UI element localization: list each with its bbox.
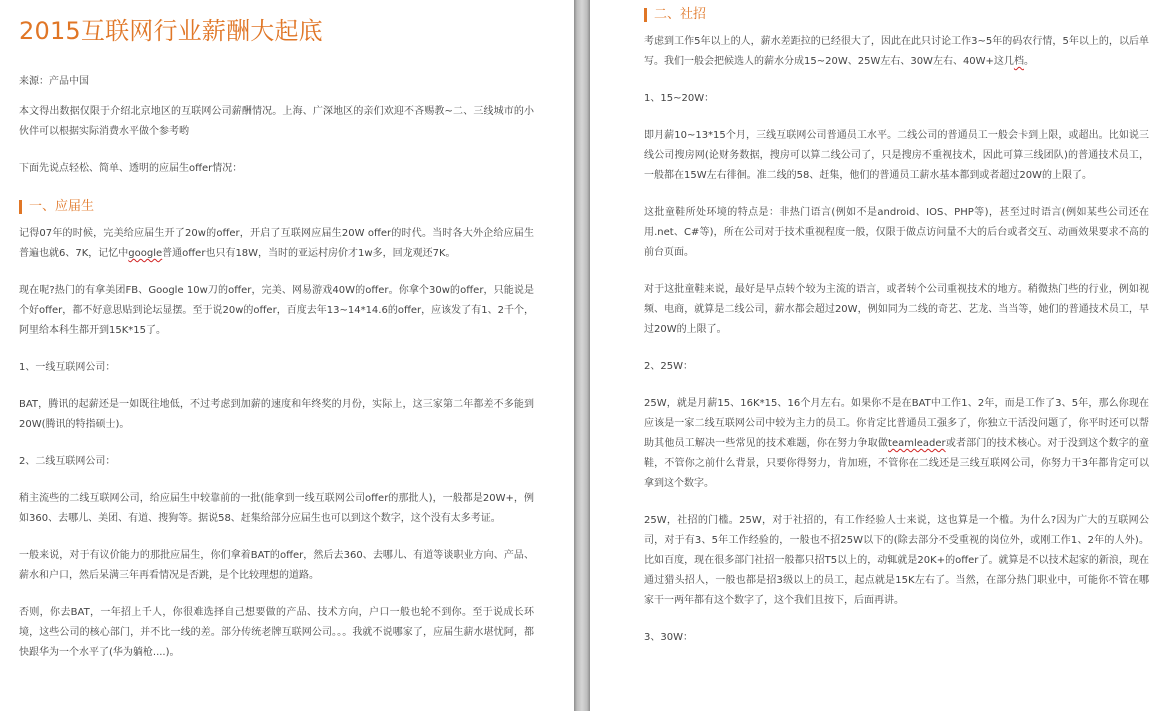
range-15-20w-paragraph-3: 对于这批童鞋来说，最好是早点转个较为主流的语言，或者转个公司重视技术的地方。稍微热门些的行业，例如视频、电商，就算是二线公司，薪水都会超过20W，例如同为二线的奇艺、艺龙、当当等，她们的普通技术员工，早过20W的上限了。	[644, 284, 1149, 335]
subheading-tier2: 2、二线互联网公司：	[19, 456, 116, 467]
lead-paragraph: 下面先说点轻松、简单、透明的应届生offer情况：	[19, 163, 243, 174]
spellcheck-word: 档	[1013, 56, 1024, 67]
text-run: 记得07年的时候，完美给应届生开了20w的offer，开启了互联网应届生20W offer的时代。当时各大外企给应届生普遍也就6、7K，记忆中	[19, 228, 534, 259]
spellcheck-word: google	[128, 248, 163, 259]
social-hire-intro	[644, 32, 1149, 72]
spellcheck-word: teamleader	[888, 438, 946, 449]
subheading-tier1: 1、一线互联网公司：	[19, 362, 116, 373]
right-page	[590, 0, 1153, 711]
section-heading-graduates: 一、应届生	[19, 196, 534, 218]
tier2-paragraph-1: 稍主流些的二线互联网公司，给应届生中较靠前的一批(能拿到一线互联网公司offer的那批人)，一般都是20W+，例如360、去哪儿、美团、有道、搜狗等。据说58、赶集给部分应届生也可以到这个数字，这个没有太多考证。	[19, 493, 534, 524]
range-25w-paragraph-2: 25W，社招的门槛。25W，对于社招的，有工作经验人士来说，这也算是一个槛。为什么?因为广大的互联网公司，对于有3、5年工作经验的，一般也不招25W以下的(除去部分不受重视的岗位外，或刚工作1、2年的人外)。比如百度，现在很多部门社招一般都只招T5以上的，动辄就是20K+的offer了。就算是不以技术起家的新浪，现在通过猎头招人，一般也都是招3级以上的员工，起点就是15K左右了。当然，在部分热门职业中，可能你不管在哪家干一两年都有这个数字了，这个我们且按下，后面再讲。	[644, 515, 1149, 606]
document-title: 2015互联网行业薪酬大起底	[19, 17, 323, 45]
text-run: 考虑到工作5年以上的人，薪水差距拉的已经很大了，因此在此只讨论工作3~5年的码农行情，5年以上的，以后单写。我们一般会把候选人的薪水分成15~20W、25W左右、30W左右、40W+这几	[644, 36, 1149, 67]
range-25w-paragraph-1	[644, 394, 1149, 494]
source-line: 来源：产品中国	[19, 76, 89, 87]
tier2-paragraph-3: 否则，你去BAT，一年招上千人，你很难选择自己想要做的产品、技术方向，户口一般也轮不到你。至于说成长环境，这些公司的核心部门，并不比一线的差。部分传统老牌互联网公司。。。我就不说哪家了，应届生薪水堪忧阿，都快跟华为一个水平了(华为躺枪....)。	[19, 607, 534, 658]
intro-paragraph: 本文得出数据仅限于介绍北京地区的互联网公司薪酬情况。上海、广深地区的亲们欢迎不吝赐教~二、三线城市的小伙伴可以根据实际消费水平做个参考哟	[19, 106, 534, 137]
range-15-20w-paragraph-1: 即月薪10~13*15个月，三线互联网公司普通员工水平。二线公司的普通员工一般会卡到上限，或超出。比如说三线公司搜房网(论财务数据，搜房可以算二线公司了，只是搜房不重视技术，因此可算三线团队)的普通技术员工，一般都在15W左右徘徊。准二线的58、赶集，他们的普通员工薪水基本都到或者超过20W的上限了。	[644, 130, 1149, 181]
graduates-paragraph-2: 现在呢?热门的有拿美团FB、Google 10w刀的offer，完美、网易游戏40W的offer。你拿个30w的offer，只能说是个好offer，都不好意思贴到论坛显摆。至于说20w的offer，百度去年13~14*14.6的offer，应该发了有1、2千个，阿里给本科生都开到15K*15了。	[19, 285, 534, 336]
text-run: 普通offer也只有18W，当时的亚运村房价才1w多，回龙观还7K。	[162, 248, 456, 259]
graduates-paragraph-1	[19, 224, 534, 264]
tier1-paragraph: BAT，腾讯的起薪还是一如既往地低，不过考虑到加薪的速度和年终奖的月份，实际上，这三家第二年都差不多能到20W(腾讯的特指硕士)。	[19, 399, 534, 430]
text-run: 或者部门的技术核心。对于没到这个数字的童鞋，不管你之前什么背景，只要你得努力，肯加班，不管你在二线还是三线互联网公司，你努力干3年都肯定可以拿到这个数字。	[644, 438, 1150, 489]
text-run: 。	[1023, 56, 1034, 67]
range-15-20w-paragraph-2: 这批童鞋所处环境的特点是：非热门语言(例如不是android、IOS、PHP等)，甚至过时语言(例如某些公司还在用.net、C#等)，所在公司对于技术重视程度一般，仅限于做点访问量不大的后台或者交互、动画效果要求不高的前台页面。	[644, 207, 1149, 258]
section-heading-social-hire: 二、社招	[644, 4, 1149, 26]
subheading-25w: 2、25W：	[644, 361, 693, 372]
tier2-paragraph-2: 一般来说，对于有议价能力的那批应届生，你们拿着BAT的offer，然后去360、去哪儿、有道等谈职业方向、产品、薪水和户口，然后呆满三年再看情况是否跳，是个比较理想的道路。	[19, 550, 534, 581]
subheading-15-20w: 1、15~20W：	[644, 93, 715, 104]
subheading-30w: 3、30W：	[644, 632, 693, 643]
page-gutter	[574, 0, 590, 711]
text-run: 25W，就是月薪15、16K*15、16个月左右。如果你不是在BAT中工作1、2年，而是工作了3、5年，那么你现在应该是一家二线互联网公司中较为主力的员工。你肯定比普通员工强多了，你独立干活没问题了，你平时还可以帮助其他员工解决一些常见的技术难题，你在努力争取做	[644, 398, 1149, 449]
left-page	[0, 0, 574, 711]
